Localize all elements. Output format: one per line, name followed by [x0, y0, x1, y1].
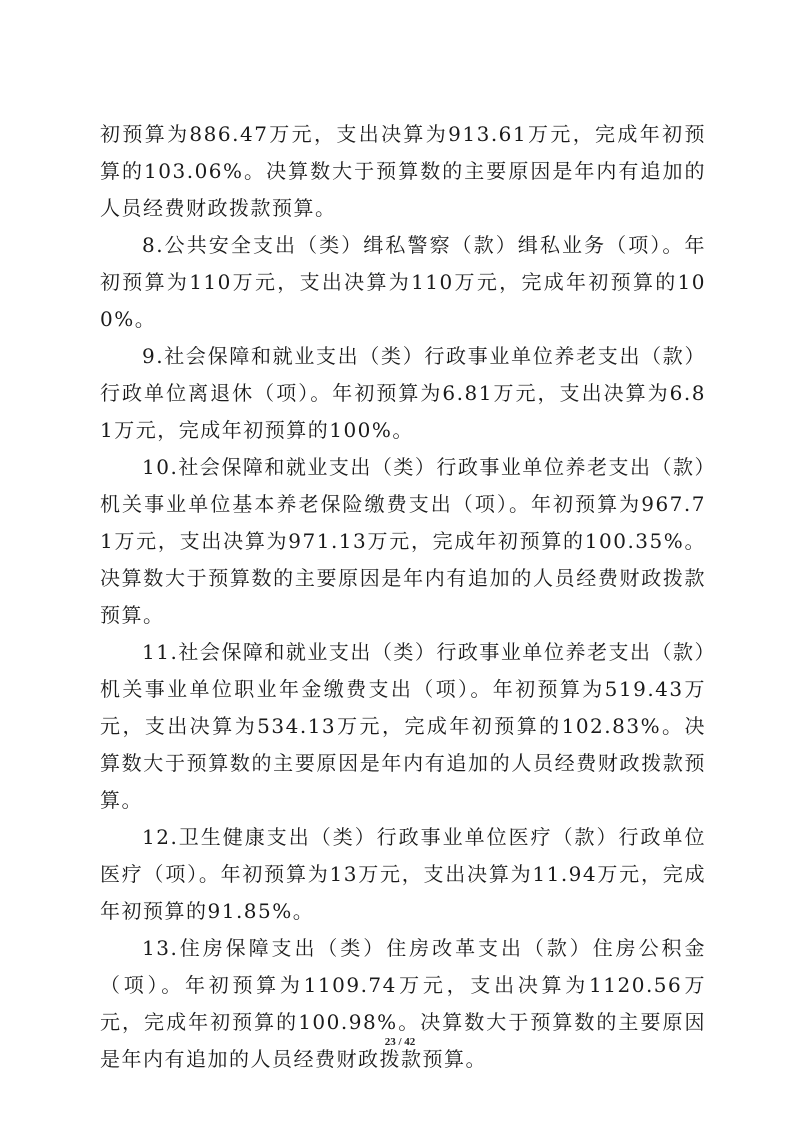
paragraph-item-8: 8.公共安全支出（类）缉私警察（款）缉私业务（项）。年初预算为110万元，支出决算为110万元，完成年初预算的100%。 [100, 233, 706, 331]
paragraph-item-12: 12.卫生健康支出（类）行政事业单位医疗（款）行政单位医疗（项）。年初预算为13万元，支出决算为11.94万元，完成年初预算的91.85%。 [100, 825, 706, 923]
paragraph-continued: 初预算为886.47万元，支出决算为913.61万元，完成年初预算的103.06%。决算数大于预算数的主要原因是年内有追加的人员经费财政拨款预算。 [100, 122, 706, 220]
document-body [100, 116, 706, 1078]
paragraph-item-13: 13.住房保障支出（类）住房改革支出（款）住房公积金（项）。年初预算为1109.74万元，支出决算为1120.56万元，完成年初预算的100.98%。决算数大于预算数的主要原因是年内有追加的人员经费财政拨款预算。 [100, 936, 706, 1071]
paragraph-item-11: 11.社会保障和就业支出（类）行政事业单位养老支出（款）机关事业单位职业年金缴费支出（项）。年初预算为519.43万元，支出决算为534.13万元，完成年初预算的102.83%。决算数大于预算数的主要原因是年内有追加的人员经费财政拨款预算。 [100, 640, 706, 812]
paragraph-item-10: 10.社会保障和就业支出（类）行政事业单位养老支出（款）机关事业单位基本养老保险缴费支出（项）。年初预算为967.71万元，支出决算为971.13万元，完成年初预算的100.35%。决算数大于预算数的主要原因是年内有追加的人员经费财政拨款预算。 [100, 455, 706, 627]
page-number: 23 / 42 [384, 1036, 416, 1048]
paragraph-item-9: 9.社会保障和就业支出（类）行政事业单位养老支出（款）行政单位离退休（项）。年初预算为6.81万元，支出决算为6.81万元，完成年初预算的100%。 [100, 344, 706, 442]
